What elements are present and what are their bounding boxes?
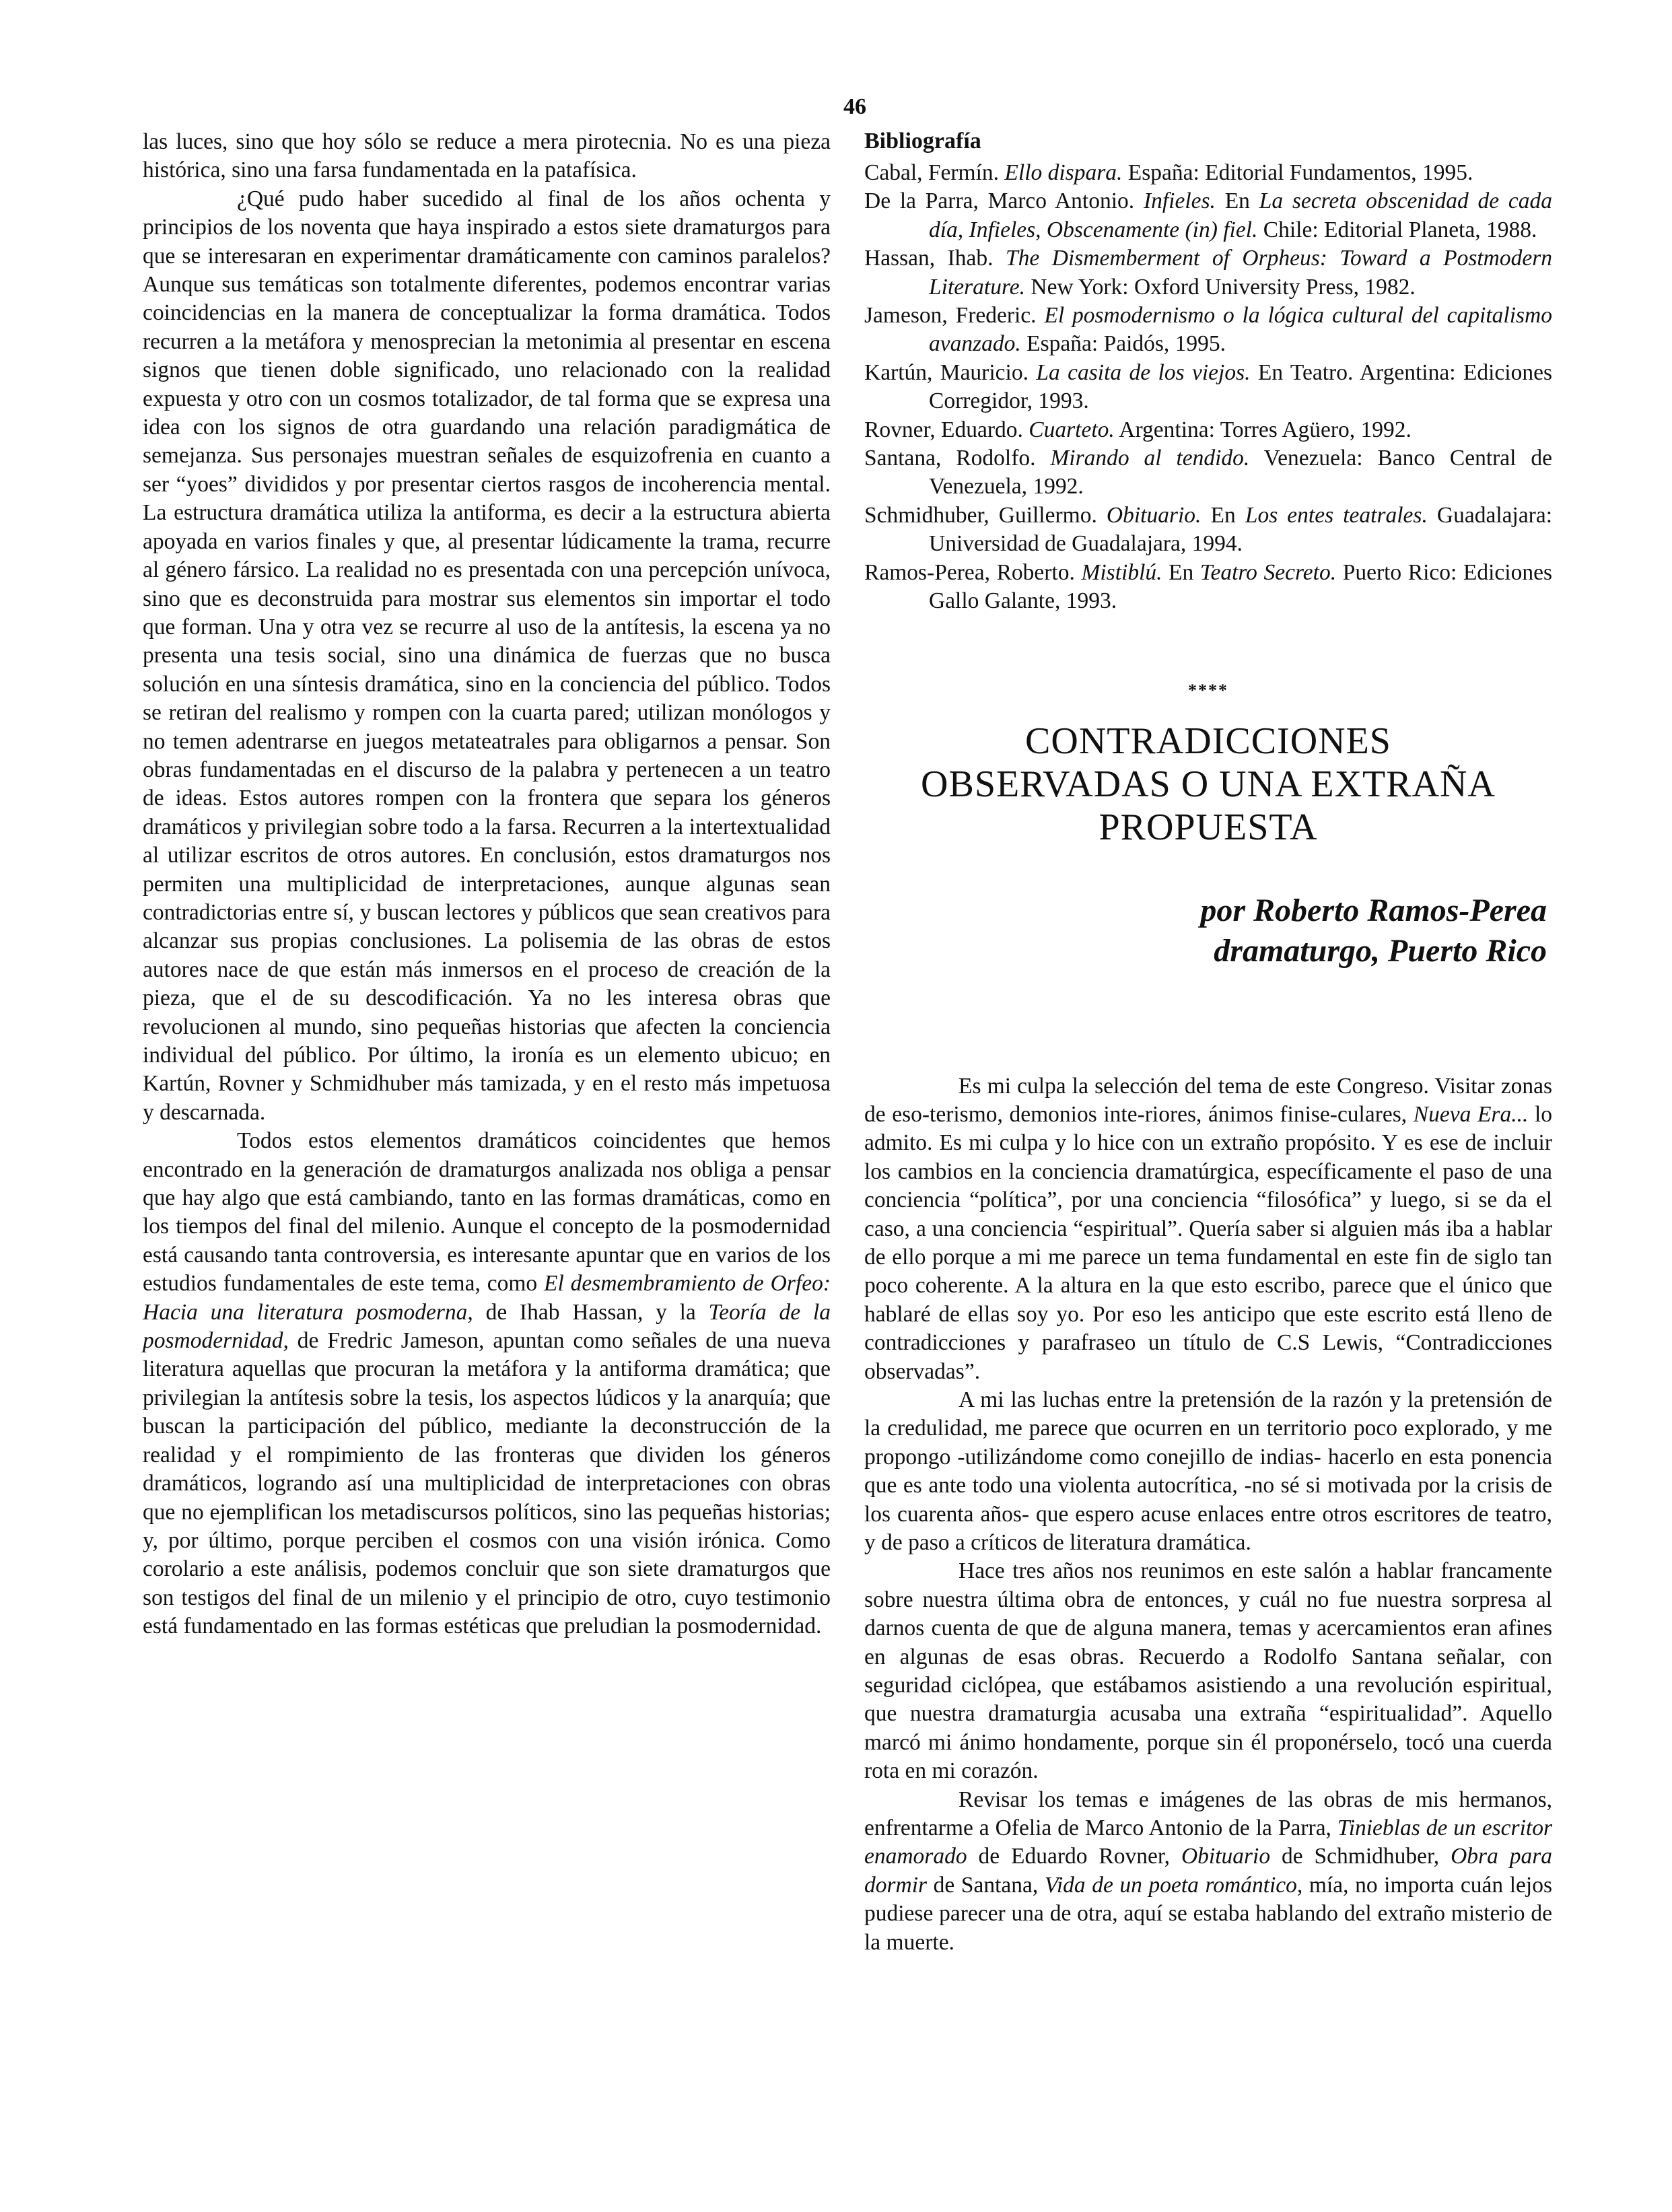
- text-run: De la Parra, Marco Antonio.: [864, 188, 1144, 214]
- text-run: En Teatro. Argentina: Ediciones Corregidor, 1993.: [929, 359, 1552, 414]
- left-body: [143, 128, 831, 1641]
- text-run: A mi las luchas entre la pretensión de la razón y la pretensión de la credulidad, me parece que ocurren en un territorio poco explorado, y me propongo -utilizándome como conejillo de indias- hacerlo en esta ponencia que es ante todo una violenta autocrítica, -no sé si motivada por la crisis de los cuarenta años- que espero acuse enlaces entre otros escritores de teatro, y de paso a críticos de literatura dramática.: [864, 1387, 1552, 1555]
- text-run: de Schmidhuber,: [1270, 1844, 1451, 1869]
- text-run: de Eduardo Rovner,: [967, 1844, 1181, 1869]
- bibliography-entry: [864, 302, 1552, 359]
- bibliography-entry: [864, 359, 1552, 416]
- bibliography-title: Bibliografía: [864, 129, 981, 153]
- text-run: Schmidhuber, Guillermo.: [864, 502, 1107, 528]
- paragraph: [864, 1072, 1552, 1386]
- text-run: Puerto Rico: Ediciones Gallo Galante, 1993.: [929, 559, 1552, 614]
- text-run: Venezuela: Banco Central de Venezuela, 1992.: [929, 446, 1552, 499]
- italic-text: Obituario: [1181, 1844, 1271, 1869]
- paragraph: [143, 185, 831, 1127]
- paragraph: [143, 128, 831, 185]
- page-number: 46: [843, 94, 866, 119]
- italic-text: Cuarteto.: [1029, 417, 1115, 442]
- text-run: Argentina: Torres Agüero, 1992.: [1114, 417, 1412, 442]
- text-run: En: [1162, 559, 1200, 585]
- italic-text: El desmembramiento de Orfeo: Hacia una literatura posmoderna,: [143, 1271, 831, 1325]
- text-run: Jameson, Frederic.: [864, 303, 1045, 329]
- left-column: [143, 128, 831, 1641]
- paragraph: [864, 1557, 1552, 1785]
- italic-text: El posmodernismo o la lógica cultural del capitalismo avanzado.: [929, 303, 1552, 357]
- text-run: Todos estos elementos dramáticos coincidentes que hemos encontrado en la generación de dramaturgos analizada nos obliga a pensar que hay algo que está cambiando, tanto en las formas dramáticas, como en los tiempos del final del milenio. Aunque el concepto de la posmodernidad está causando tanta controversia, es interesante apuntar que en varios de los estudios fundamentales de este tema, como: [143, 1128, 831, 1297]
- italic-text: Tinieblas de un escritor enamorado: [864, 1816, 1552, 1869]
- italic-text: La secreta obscenidad de cada día, Infieles, Obscenamente (in) fiel.: [929, 188, 1552, 242]
- text-run: de Santana,: [927, 1872, 1045, 1898]
- text-run: Kartún, Mauricio.: [864, 359, 1037, 385]
- text-run: Santana, Rodolfo.: [864, 446, 1051, 471]
- text-run: España: Editorial Fundamentos, 1995.: [1122, 160, 1473, 185]
- text-run: Ramos-Perea, Roberto.: [864, 559, 1082, 585]
- paragraph: [864, 1386, 1552, 1557]
- right-column: [864, 128, 1552, 1957]
- text-run: Guadalajara: Universidad de Guadalajara, 1994.: [929, 502, 1553, 557]
- article-title-line: CONTRADICCIONES: [1025, 720, 1391, 762]
- bibliography-entry: [864, 559, 1552, 616]
- text-run: Hassan, Ihab.: [864, 246, 1006, 271]
- byline-author: por Roberto Ramos-Perea: [1200, 892, 1547, 928]
- byline-affiliation: dramaturgo, Puerto Rico: [1214, 932, 1547, 969]
- text-run: En: [1215, 188, 1259, 214]
- text-run: las luces, sino que hoy sólo se reduce a mera pirotecnia. No es una pieza histórica, sino una farsa fundamentada en la patafísica.: [143, 129, 831, 183]
- italic-text: Obra para dormir: [864, 1844, 1553, 1898]
- article-body: [864, 1072, 1552, 1958]
- italic-text: Mirando al tendido.: [1050, 446, 1250, 471]
- article-title-line: PROPUESTA: [1099, 806, 1318, 848]
- bibliography-entry: [864, 244, 1552, 302]
- bibliography-entry: [864, 416, 1552, 444]
- italic-text: Teoría de la posmodernidad,: [143, 1299, 831, 1354]
- text-run: Revisar los temas e imágenes de las obras de mis hermanos, enfrentarme a Ofelia de Marco Antonio de la Parra,: [864, 1787, 1552, 1841]
- italic-text: Nueva Era...: [1413, 1101, 1529, 1127]
- italic-text: Teatro Secreto.: [1199, 559, 1337, 585]
- text-run: Hace tres años nos reunimos en este salón a hablar francamente sobre nuestra última obra de entonces, y cuál no fue nuestra sorpresa al darnos cuenta de que de alguna manera, temas y acercamientos eran afines en algunas de esas obras. Recuerdo a Rodolfo Santana señalar, con seguridad ciclópea, que estábamos asistiendo a una revolución espiritual, que nuestra dramaturgia acusaba una extraña “espiritualidad”. Aquello marcó mi ánimo hondamente, porque sin él proponérselo, tocó una cuerda rota en mi corazón.: [864, 1558, 1552, 1784]
- article-byline: [864, 891, 1552, 971]
- text-run: Rovner, Eduardo.: [864, 417, 1029, 442]
- paragraph: [143, 1127, 831, 1640]
- text-run: En: [1201, 502, 1245, 528]
- italic-text: Los entes teatrales.: [1245, 502, 1428, 528]
- bibliography-entry: [864, 444, 1552, 502]
- text-run: Es mi culpa la selección del tema de este Congreso. Visitar zonas de eso-terismo, demonios inte-riores, ánimos finise-culares,: [864, 1073, 1552, 1127]
- bibliography-entry: [864, 159, 1552, 187]
- italic-text: Mistiblú.: [1081, 559, 1162, 585]
- article-title-line: OBSERVADAS O UNA EXTRAÑA: [921, 763, 1496, 805]
- text-run: de Ihab Hassan, y la: [473, 1299, 709, 1325]
- bibliography-list: [864, 159, 1552, 616]
- article-title: [864, 720, 1552, 849]
- italic-text: Infieles.: [1143, 188, 1216, 214]
- text-run: New York: Oxford University Press, 1982.: [1025, 274, 1416, 300]
- text-run: mía, no importa cuán lejos pudiese parecer una de otra, aquí se estaba hablando del extraño misterio de la muerte.: [864, 1872, 1552, 1955]
- italic-text: Ello dispara.: [1004, 160, 1123, 185]
- text-run: ¿Qué pudo haber sucedido al final de los años ochenta y principios de los noventa que haya inspirado a estos siete dramaturgos para que se interesaran en experimentar dramáticamente con caminos paralelos? Aunque sus temáticas son totalmente diferentes, podemos encontrar varias coincidencias en la manera de conceptualizar la forma dramática. Todos recurren a la metáfora y menosprecian la metonimia al presentar en escena signos que tienen doble significado, uno relacionado con la realidad expuesta y otro con un cosmos totalizador, de tal forma que se expresa una idea con los signos de otra guardando una relación paradigmática de semejanza. Sus personajes muestran señales de esquizofrenia en cuanto a ser “yoes” divididos y por presentar ciertos rasgos de incoherencia mental. La estructura dramática utiliza la antiforma, es decir a la estructura abierta apoyada en varios finales y que, al presentar lúdicamente la trama, recurre al género fársico. La realidad no es presentada con una percepción unívoca, sino que es deconstruida para mostrar sus elementos sin importar el todo que forman. Una y otra vez se recurre al uso de la antítesis, la escena ya no presenta una tesis social, sino una dinámica de fuerzas que no busca solución en una síntesis dramática, sino en la conciencia del público. Todos se retiran del realismo y rompen con la cuarta pared; utilizan monólogos y no temen adentrarse en juegos metateatrales para obligarnos a pensar. Son obras fundamentadas en el discurso de la palabra y pertenecen a un teatro de ideas. Estos autores rompen con la frontera que separa los géneros dramáticos y privilegian sobre todo a la farsa. Recurren a la intertextualidad al utilizar escritos de otros autores. En conclusión, estos dramaturgos nos permiten una multiplicidad de interpretaciones, aunque algunas sean contradictorias entre sí, y buscan lectores y públicos que sean creativos para alcanzar sus propias conclusiones. La polisemia de las obras de estos autores nace de que están más inmersos en el proceso de creación de la pieza, que el de su descodificación. Ya no les interesa obras que revolucionen al mundo, sino pequeñas historias que afecten la conciencia individual del público. Por último, la ironía es un elemento ubicuo; en Kartún, Rovner y Schmidhuber más tamizada, y en el resto más impetuosa y descarnada.: [143, 186, 831, 1125]
- bibliography-entry: [864, 187, 1552, 244]
- section-separator: ****: [1188, 680, 1228, 700]
- text-run: lo admito. Es mi culpa y lo hice con un extraño propósito. Y es ese de incluir los cambios en la conciencia dramatúrgica, específicamente el paso de una conciencia “política”, por una conciencia “filosófica” y luego, si se da el caso, a una conciencia “espiritual”. Quería saber si alguien más iba a hablar de ello porque a mi me parece un tema fundamental en este fin de siglo tan poco coherente. A la altura en la que esto escribo, parece que el único que hablaré de ellas soy yo. Por eso les anticipo que este escrito está lleno de contradicciones y parafraseo un título de C.S Lewis, “Contradicciones observadas”.: [864, 1101, 1552, 1384]
- italic-text: The Dismemberment of Orpheus: Toward a Postmodern Literature.: [929, 246, 1553, 300]
- italic-text: Obituario.: [1106, 502, 1201, 528]
- bibliography-entry: [864, 502, 1552, 559]
- paragraph: [864, 1786, 1552, 1957]
- italic-text: Vida de un poeta romántico,: [1044, 1872, 1303, 1898]
- text-run: Chile: Editorial Planeta, 1988.: [1257, 217, 1537, 242]
- text-run: Cabal, Fermín.: [864, 160, 1005, 185]
- italic-text: La casita de los viejos.: [1036, 359, 1251, 385]
- text-run: España: Paidós, 1995.: [1020, 331, 1226, 357]
- text-run: de Fredric Jameson, apuntan como señales de una nueva literatura aquellas que procuran la metáfora y la antiforma dramática; que privilegian la antítesis sobre la tesis, los aspectos lúdicos y la anarquía; que buscan la participación del público, mediante la deconstrucción de la realidad y el rompimiento de las fronteras que dividen los géneros dramáticos, logrando así una multiplicidad de interpretaciones con obras que no ejemplifican los metadiscursos políticos, sino las pequeñas historias; y, por último, porque perciben el cosmos con una visión irónica. Como corolario a este análisis, podemos concluir que son siete dramaturgos que son testigos del final de un milenio y el principio de otro, cuyo testimonio está fundamentado en las formas estéticas que preludian la posmodernidad.: [143, 1328, 831, 1639]
